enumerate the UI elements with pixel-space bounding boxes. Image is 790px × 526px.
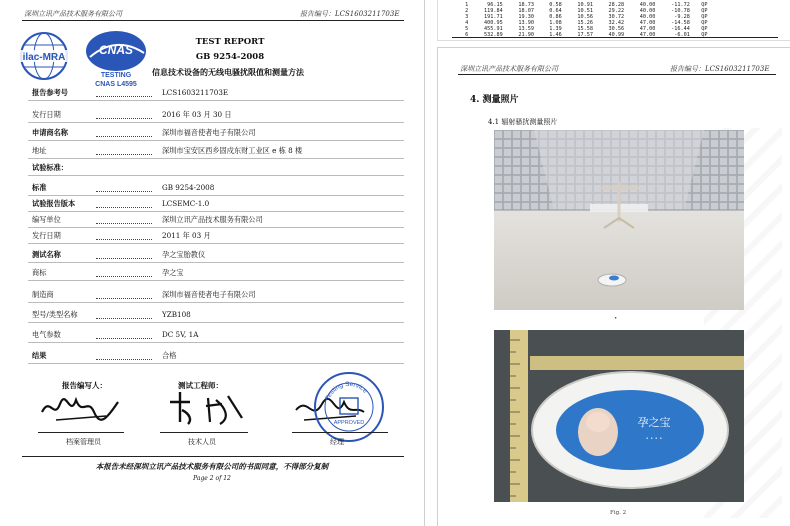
stamp-text: Testing Service — [324, 380, 369, 402]
header-rule — [22, 20, 404, 21]
info-label: 申请商名称 — [32, 128, 68, 137]
footer-rule — [22, 456, 404, 457]
table-cell: 18.73 — [518, 2, 534, 8]
table-cell: 0.58 — [549, 2, 562, 8]
info-leader-dots — [96, 298, 152, 299]
info-row-divider — [28, 140, 404, 141]
info-leader-dots — [96, 223, 152, 224]
ilac-mra-logo-icon — [12, 30, 76, 82]
table-cell: 40.00 — [639, 14, 656, 21]
table-cell: 6 — [465, 32, 469, 39]
ruler-icon — [510, 330, 528, 502]
signature-line-3 — [292, 432, 388, 433]
table-cell: QP — [701, 14, 708, 21]
info-label: 标准 — [32, 183, 47, 192]
info-label: 商标 — [32, 268, 47, 277]
table-cell: 1.08 — [549, 20, 562, 27]
signature-engineer-icon — [160, 388, 250, 428]
signature-line-1 — [38, 432, 124, 433]
info-value: GB 9254-2008 — [162, 183, 215, 192]
info-leader-dots — [96, 191, 152, 192]
info-row-divider — [28, 243, 404, 244]
table-cell: -14.58 — [671, 20, 690, 27]
signature-line-2 — [160, 432, 248, 433]
table-cell: 1 — [465, 2, 469, 8]
table-cell: 10.91 — [577, 2, 593, 8]
info-value: 孕之宝胎教仪 — [162, 250, 206, 259]
info-value: 孕之宝 — [162, 268, 184, 277]
table-cell: 532.89 — [484, 32, 503, 39]
table-cell: 1.39 — [549, 26, 562, 33]
info-row-divider — [28, 322, 404, 323]
info-leader-dots — [96, 96, 152, 97]
role-manager: 经理 — [330, 438, 344, 446]
table-cell: 5 — [465, 26, 469, 33]
svg-text:• • • •: • • • • — [645, 436, 663, 442]
table-cell: 47.00 — [639, 26, 656, 33]
info-leader-dots — [96, 118, 152, 119]
device-brand-text: 孕之宝 — [637, 416, 671, 429]
info-value: 深圳立讯产品技术服务有限公司 — [162, 215, 263, 224]
info-row-divider — [28, 342, 404, 343]
info-label: 地址 — [32, 146, 47, 155]
info-row-divider — [28, 158, 404, 159]
info-leader-dots — [96, 359, 152, 360]
standard-name: 信息技术设备的无线电骚扰限值和测量方法 — [152, 67, 304, 77]
photo-dot: • — [614, 316, 618, 322]
cnas-logo-icon — [80, 27, 152, 89]
table-cell: 21.90 — [518, 32, 534, 39]
table-cell: -9.28 — [674, 14, 690, 21]
info-leader-dots — [96, 136, 152, 137]
role-technician: 技术人员 — [188, 438, 216, 446]
table-cell: -6.01 — [674, 32, 690, 39]
info-row-divider — [28, 175, 404, 176]
table-cell: 96.15 — [487, 2, 503, 8]
device-photo — [494, 330, 744, 502]
table-cell: 0.86 — [549, 14, 562, 21]
info-label: 型号/类型名称 — [32, 310, 78, 319]
table-cell: 30.72 — [608, 14, 625, 21]
section-title: 4. 测量照片 — [470, 95, 519, 105]
info-row-divider — [28, 262, 404, 263]
table-cell: 455.91 — [484, 26, 503, 33]
info-label: 试验标准： — [32, 163, 68, 172]
header-report-number: 报告编号：LCS1603211703E — [300, 10, 400, 18]
table-cell: 47.00 — [639, 20, 656, 27]
table-cell: QP — [701, 26, 708, 33]
table-cell: 32.42 — [608, 20, 625, 27]
photo-page-header-rule — [458, 74, 776, 75]
info-row-divider — [28, 363, 404, 364]
cnas-number-text: CNAS L4595 — [95, 81, 137, 88]
info-row-divider — [28, 122, 404, 123]
table-cell: -10.78 — [671, 8, 690, 15]
info-label: 编写单位 — [32, 215, 61, 224]
info-leader-dots — [96, 318, 152, 319]
table-cell: -11.72 — [671, 2, 690, 8]
info-label: 测试名称 — [32, 250, 61, 259]
subsection-title: 4.1 辐射骚扰测量照片 — [488, 118, 558, 126]
table-cell: 29.22 — [608, 8, 625, 15]
table-cell: 13.59 — [518, 26, 534, 33]
report-title: TEST REPORT — [195, 37, 265, 47]
table-cell: 400.95 — [484, 20, 503, 27]
header-lab-name: 深圳立讯产品技术服务有限公司 — [24, 10, 122, 18]
table-cell: 10.56 — [577, 14, 593, 21]
info-row-divider — [28, 195, 404, 196]
ilac-logo-text: ilac-MRA — [22, 52, 66, 63]
info-value: YZB108 — [162, 310, 191, 319]
table-cell: 40.00 — [639, 8, 656, 15]
table-cell: 1.46 — [549, 32, 562, 39]
info-row-divider — [28, 211, 404, 212]
info-label: 试验报告版本 — [32, 199, 76, 208]
stamp-sub-text: APPROVED — [333, 420, 365, 426]
table-cell: 4 — [465, 20, 469, 27]
info-value: 2011 年 03 月 — [162, 231, 211, 240]
table-cell: 40.00 — [639, 2, 656, 8]
info-row-divider — [28, 227, 404, 228]
table-cell: QP — [701, 8, 708, 15]
signature-label-compiler: 报告编写人： — [62, 381, 107, 390]
photo-page-header-lab: 深圳立讯产品技术服务有限公司 — [460, 65, 558, 73]
table-cell: 15.58 — [577, 26, 593, 33]
info-value: 深圳市福音使者电子有限公司 — [162, 128, 256, 137]
table-cell: 15.26 — [577, 20, 593, 27]
info-leader-dots — [96, 338, 152, 339]
role-archivist: 档案管理员 — [66, 438, 101, 446]
table-cell: 47.00 — [639, 32, 656, 39]
cnas-testing-text: TESTING — [100, 72, 132, 79]
info-value: LCSEMC-1.0 — [162, 199, 210, 208]
info-value: LCS1603211703E — [162, 88, 229, 97]
table-cell: 18.07 — [518, 8, 534, 15]
report-page-test-table — [438, 0, 790, 40]
info-label: 制造商 — [32, 290, 54, 299]
device-under-test-icon — [598, 274, 626, 286]
table-cell: QP — [701, 2, 708, 8]
standard-code: GB 9254-2008 — [195, 52, 265, 62]
table-cell: 0.64 — [549, 8, 562, 15]
table-cell: 30.56 — [608, 26, 625, 33]
table-bottom-rule — [452, 37, 778, 38]
info-leader-dots — [96, 258, 152, 259]
table-cell: QP — [701, 32, 708, 39]
report-page-photos — [438, 48, 790, 526]
info-value: 深圳市福音使者电子有限公司 — [162, 290, 256, 299]
info-label: 报告参考号 — [32, 88, 68, 97]
table-cell: 191.71 — [484, 14, 503, 21]
info-label: 发行日期 — [32, 110, 61, 119]
table-cell: -16.44 — [671, 26, 690, 33]
signature-compiler-icon — [36, 390, 126, 426]
photo-page-header-report-number: 报告编号：LCS1603211703E — [670, 65, 770, 73]
page-number: Page 2 of 12 — [193, 475, 231, 482]
info-value: 合格 — [162, 351, 177, 360]
table-cell: 17.57 — [577, 32, 593, 39]
info-leader-dots — [96, 276, 152, 277]
table-cell: QP — [701, 20, 708, 27]
info-row-divider — [28, 280, 404, 281]
chamber-photo — [494, 130, 744, 310]
table-cell: 10.51 — [577, 8, 593, 15]
info-row-divider — [28, 100, 404, 101]
signature-label-engineer: 测试工程师： — [178, 381, 223, 390]
cnas-logo-text: CNAS — [98, 43, 134, 57]
footer-notice: 本报告未经深圳立讯产品技术服务有限公司的书面同意，不得部分复制 — [95, 462, 329, 471]
info-label: 结果 — [32, 351, 47, 360]
info-leader-dots — [96, 154, 152, 155]
table-cell: 19.30 — [518, 14, 534, 21]
info-leader-dots — [96, 207, 152, 208]
info-value: 2016 年 03 月 30 日 — [162, 110, 232, 119]
figure-caption: Fig. 2 — [610, 510, 627, 516]
table-cell: 3 — [465, 14, 469, 21]
table-cell: 119.84 — [484, 8, 503, 15]
table-cell: 28.28 — [608, 2, 625, 8]
table-cell: 2 — [465, 8, 469, 15]
info-row-divider — [28, 302, 404, 303]
table-cell: 13.90 — [518, 20, 534, 27]
table-cell: 40.99 — [608, 32, 625, 39]
info-value: 深圳市宝安区西乡固戍东财工业区 e 栋 8 楼 — [162, 146, 303, 155]
emission-results-table — [458, 2, 712, 39]
info-value: DC 5V, 1A — [162, 330, 199, 339]
info-label: 电气参数 — [32, 330, 61, 339]
info-leader-dots — [96, 239, 152, 240]
info-label: 发行日期 — [32, 231, 61, 240]
